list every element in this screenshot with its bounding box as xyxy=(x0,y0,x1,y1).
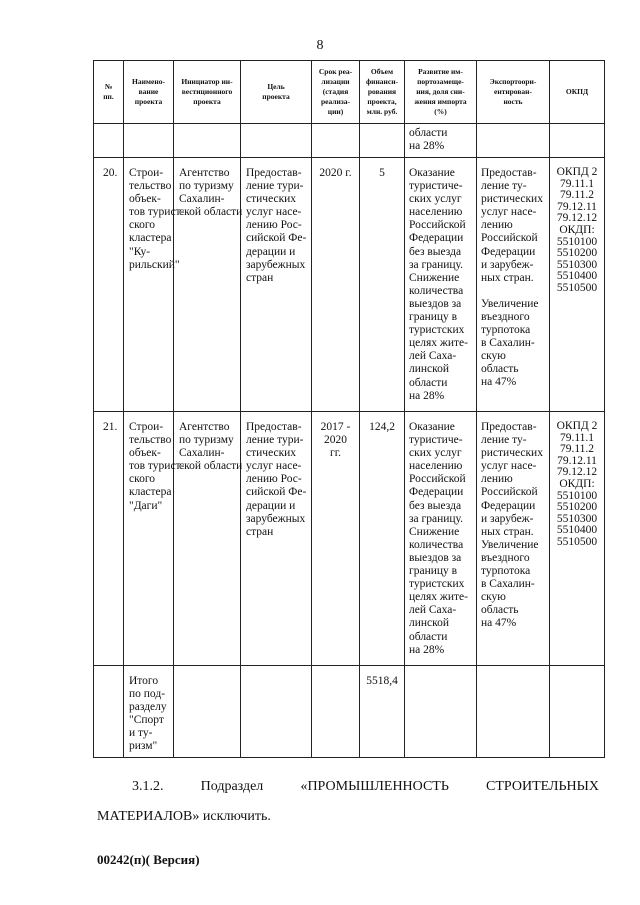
text-line: въездного xyxy=(481,310,530,323)
text-line: лению xyxy=(481,473,513,486)
text-line: рильский" xyxy=(129,258,180,271)
table-row-total xyxy=(94,666,605,758)
text-line: Предостав- xyxy=(481,421,537,433)
text-line: Строи- xyxy=(129,167,164,179)
text-line: Российской xyxy=(409,473,466,486)
text-line: линской xyxy=(409,363,450,376)
text-line: туристских xyxy=(409,324,465,337)
text-line: ОКПД 2 xyxy=(556,420,598,432)
text-line: услуг насе- xyxy=(246,206,302,219)
text-line: ление ту- xyxy=(481,180,527,193)
text-line: 79.11.2 xyxy=(559,443,595,456)
text-line: ристических xyxy=(481,193,543,206)
text-line: и ту- xyxy=(129,727,153,740)
text-line: ных стран. xyxy=(481,271,534,284)
text-line: 5510300 xyxy=(556,512,598,525)
text-line: 5510200 xyxy=(556,247,598,260)
text-line: 5510400 xyxy=(556,270,598,283)
text-line: выездов за xyxy=(409,297,462,310)
header-volume xyxy=(360,61,405,124)
text-line: за границу. xyxy=(409,258,464,271)
text-line: тов турист- xyxy=(129,460,185,473)
text-line: жения импорта xyxy=(414,97,467,106)
text-line: объек- xyxy=(129,193,161,206)
total-volume: 5518,4 xyxy=(360,666,405,758)
text-line: реализа- xyxy=(320,97,351,106)
text-line: населению xyxy=(409,460,463,473)
text-line: на 28% xyxy=(409,140,445,153)
text-line: разделу xyxy=(129,701,167,714)
row20-volume: 5 xyxy=(360,158,405,412)
text-line: проекта xyxy=(193,97,221,106)
text-line: гг. xyxy=(329,447,341,460)
text-line: сийской Фе- xyxy=(246,486,307,499)
text-line: ния, доля сни- xyxy=(416,87,465,96)
text-line: Срок реа- xyxy=(318,67,353,76)
text-line: 5510100 xyxy=(556,235,598,248)
text-line: туристиче- xyxy=(409,434,463,447)
text-line: Российской xyxy=(481,232,538,245)
text-line: лизации xyxy=(321,77,350,86)
header-import-substitution xyxy=(405,61,477,124)
header-okpd xyxy=(550,61,605,124)
text-line: ление ту- xyxy=(481,434,527,447)
text-line: тельство xyxy=(129,434,172,447)
text-line: по под- xyxy=(129,688,166,701)
text-line: Федерации xyxy=(481,245,536,258)
text-line: на 28% xyxy=(409,643,445,656)
header-num xyxy=(94,61,124,124)
text-line: ского xyxy=(129,219,156,232)
row20-export-a xyxy=(481,167,547,285)
text-line: выездов за xyxy=(409,551,462,564)
text-line: лению Рос- xyxy=(246,473,302,486)
text-line: Федерации xyxy=(409,486,464,499)
text-line: ОКПД 2 xyxy=(556,166,598,178)
projects-table xyxy=(93,60,605,758)
text-line: стран xyxy=(246,271,274,284)
text-line: ской области xyxy=(179,460,243,473)
text-line: 79.11.2 xyxy=(559,189,595,202)
text-line: Цель xyxy=(267,82,285,91)
text-line: проекта xyxy=(134,97,163,106)
text-line: границу в xyxy=(409,565,458,578)
text-line: Экспортоори- xyxy=(489,77,537,86)
text-line: пп. xyxy=(103,92,114,101)
text-line: тов турист- xyxy=(129,206,185,219)
text-line: (%) xyxy=(434,107,447,116)
text-line: услуг насе- xyxy=(481,460,537,473)
text-line: ление тури- xyxy=(246,180,304,193)
text-line: услуг насе- xyxy=(246,460,302,473)
text-line: по туризму xyxy=(179,180,234,193)
text-line: в Сахалин- xyxy=(481,337,535,350)
text-line: лей Саха- xyxy=(409,350,457,363)
text-line: дерации и xyxy=(246,499,296,512)
text-line: ОКПД xyxy=(565,87,589,96)
text-line: дерации и xyxy=(246,245,296,258)
row20-okpd xyxy=(550,158,605,412)
row20-import-substitution xyxy=(405,158,477,412)
row20-export xyxy=(477,158,550,412)
text-line: границу в xyxy=(409,311,458,324)
text-line: на 28% xyxy=(409,389,445,402)
row20-term: 2020 г. xyxy=(312,158,360,412)
text-line: Снижение xyxy=(409,525,460,538)
text-line: Российской xyxy=(409,219,466,232)
text-line: скую xyxy=(481,350,506,363)
text-line: 5510200 xyxy=(556,501,598,514)
text-line: 79.12.12 xyxy=(556,466,598,479)
text-line: Снижение xyxy=(409,271,460,284)
text-line: и зарубеж- xyxy=(481,512,534,525)
text-line: Агентство xyxy=(179,421,230,433)
text-line: Предостав- xyxy=(246,421,302,433)
text-line: стических xyxy=(246,193,297,206)
text-line: туристских xyxy=(409,578,465,591)
text-line: Оказание xyxy=(409,167,455,179)
paragraph-number: 3.1.2. xyxy=(132,779,164,794)
text-line: турпотока xyxy=(481,324,531,337)
text-line: финанси- xyxy=(365,77,399,86)
text-line: ских услуг xyxy=(409,193,462,206)
paragraph-word-industry: «ПРОМЫШЛЕННОСТЬ xyxy=(300,779,449,794)
text-line: "Спорт xyxy=(129,714,164,727)
text-line: турпотока xyxy=(481,565,531,578)
text-line: без выезда xyxy=(409,245,462,258)
text-line: ристических xyxy=(481,447,543,460)
text-line: Развитие им- xyxy=(418,67,463,76)
text-line: кластера xyxy=(129,486,172,499)
text-line: лей Саха- xyxy=(409,604,457,617)
text-line: без выезда xyxy=(409,499,462,512)
header-goal xyxy=(241,61,312,124)
text-line: 79.11.1 xyxy=(559,177,595,190)
row20-name xyxy=(124,158,185,412)
text-line: ОКДП: xyxy=(559,223,595,236)
text-line: услуг насе- xyxy=(481,206,537,219)
paragraph-word-construction: СТРОИТЕЛЬНЫХ xyxy=(486,779,599,794)
text-line: ление тури- xyxy=(246,434,304,447)
row21-goal xyxy=(241,412,312,666)
text-line: 5510100 xyxy=(556,489,598,502)
text-line: населению xyxy=(409,206,463,219)
header-name xyxy=(124,61,174,124)
text-line: целях жите- xyxy=(409,337,468,350)
text-line: 2020 xyxy=(324,434,347,447)
paragraph-line-2: МАТЕРИАЛОВ» исключить. xyxy=(97,809,271,824)
table-row-21 xyxy=(94,412,605,666)
text-line: ризм" xyxy=(129,740,158,753)
text-line: 79.12.12 xyxy=(556,212,598,225)
text-line: Агентство xyxy=(179,167,230,179)
row21-initiator xyxy=(174,412,241,666)
text-line: 79.11.1 xyxy=(559,431,595,444)
text-line: на 47% xyxy=(481,376,517,389)
row20-export-b xyxy=(481,298,547,390)
row20-num: 20. xyxy=(94,158,124,412)
text-line: Федерации xyxy=(481,499,536,512)
text-line: области xyxy=(409,127,448,139)
text-line: портозамеще- xyxy=(417,77,464,86)
text-line: вестиционного xyxy=(181,87,233,96)
text-line: "Ку- xyxy=(129,245,151,258)
text-line: 5510400 xyxy=(556,524,598,537)
text-line: лению Рос- xyxy=(246,219,302,232)
text-line: Предостав- xyxy=(481,167,537,179)
text-line: Предостав- xyxy=(246,167,302,179)
row20-goal xyxy=(241,158,312,412)
paragraph-word-subsection: Подраздел xyxy=(200,779,264,794)
text-line: кластера xyxy=(129,232,172,245)
row21-import-substitution xyxy=(405,412,477,666)
text-line: области xyxy=(409,630,448,643)
row21-volume: 124,2 xyxy=(360,412,405,666)
text-line: туристиче- xyxy=(409,180,463,193)
paragraph-line-1 xyxy=(132,778,599,796)
text-line: ских услуг xyxy=(409,447,462,460)
text-line: сийской Фе- xyxy=(246,232,307,245)
text-line: Оказание xyxy=(409,421,455,433)
row21-okpd xyxy=(550,412,605,666)
text-line: зарубежных xyxy=(246,258,306,271)
page-number: 8 xyxy=(316,38,324,53)
text-line: ОКДП: xyxy=(559,477,595,490)
text-line: въездного xyxy=(481,551,530,564)
text-line: количества xyxy=(409,538,464,551)
text-line: объек- xyxy=(129,447,161,460)
row20-initiator xyxy=(174,158,241,412)
text-line: тельство xyxy=(129,180,172,193)
text-line: № xyxy=(104,82,113,91)
row21-name xyxy=(124,412,185,666)
text-line: область xyxy=(481,363,519,376)
text-line: Российской xyxy=(481,486,538,499)
text-line: млн. руб. xyxy=(366,107,398,116)
total-label xyxy=(124,666,174,758)
text-line: Наимено- xyxy=(132,77,165,86)
text-line: ных стран. xyxy=(481,525,534,538)
text-line: Инициатор ин- xyxy=(181,77,233,86)
text-line: 79.12.11 xyxy=(557,200,597,213)
text-line: лению xyxy=(481,219,513,232)
text-line: Федерации xyxy=(409,232,464,245)
text-line: "Даги" xyxy=(129,499,163,512)
header-row xyxy=(94,61,605,124)
text-line: целях жите- xyxy=(409,591,468,604)
text-line: ции) xyxy=(327,107,344,116)
text-line: рования xyxy=(367,87,397,96)
text-line: зарубежных xyxy=(246,512,306,525)
document-footer-code: 00242(п)( Версия) xyxy=(97,852,200,867)
text-line: 5510500 xyxy=(556,535,598,548)
text-line: область xyxy=(481,604,519,617)
text-line: Увеличение xyxy=(481,297,539,310)
text-line: стических xyxy=(246,447,297,460)
text-line: Строи- xyxy=(129,421,164,433)
text-line: 5510500 xyxy=(556,281,598,294)
header-export xyxy=(477,61,550,124)
text-line: ского xyxy=(129,473,156,486)
text-line: области xyxy=(409,376,448,389)
header-initiator xyxy=(174,61,241,124)
row21-term xyxy=(312,412,360,666)
text-line: скую xyxy=(481,591,506,604)
text-line: стран xyxy=(246,525,274,538)
text-line: ность xyxy=(503,97,523,106)
text-line: (стадия xyxy=(322,87,349,96)
table-row-20 xyxy=(94,158,605,412)
text-line: Итого xyxy=(129,675,159,687)
text-line: на 47% xyxy=(481,617,517,630)
text-line: в Сахалин- xyxy=(481,578,535,591)
text-line: Увеличение xyxy=(481,538,539,551)
text-line: количества xyxy=(409,284,464,297)
text-line: 5510300 xyxy=(556,258,598,271)
text-line: Сахалин- xyxy=(179,447,225,460)
text-line: ской области xyxy=(179,206,243,219)
text-line: ентирован- xyxy=(493,87,532,96)
text-line: Объем xyxy=(370,67,394,76)
cont-import-substitution xyxy=(405,124,477,158)
text-line: линской xyxy=(409,617,450,630)
text-line: 2017 - xyxy=(320,421,351,433)
row21-export xyxy=(477,412,550,666)
text-line: проекта xyxy=(262,92,290,101)
row21-num: 21. xyxy=(94,412,124,666)
text-line: вание xyxy=(138,87,159,96)
text-line: проекта, xyxy=(367,97,397,106)
text-line: и зарубеж- xyxy=(481,258,534,271)
text-line: по туризму xyxy=(179,434,234,447)
header-term xyxy=(312,61,360,124)
text-line: 79.12.11 xyxy=(557,454,597,467)
text-line: Сахалин- xyxy=(179,193,225,206)
text-line: за границу. xyxy=(409,512,464,525)
table-row-continued xyxy=(94,124,605,158)
